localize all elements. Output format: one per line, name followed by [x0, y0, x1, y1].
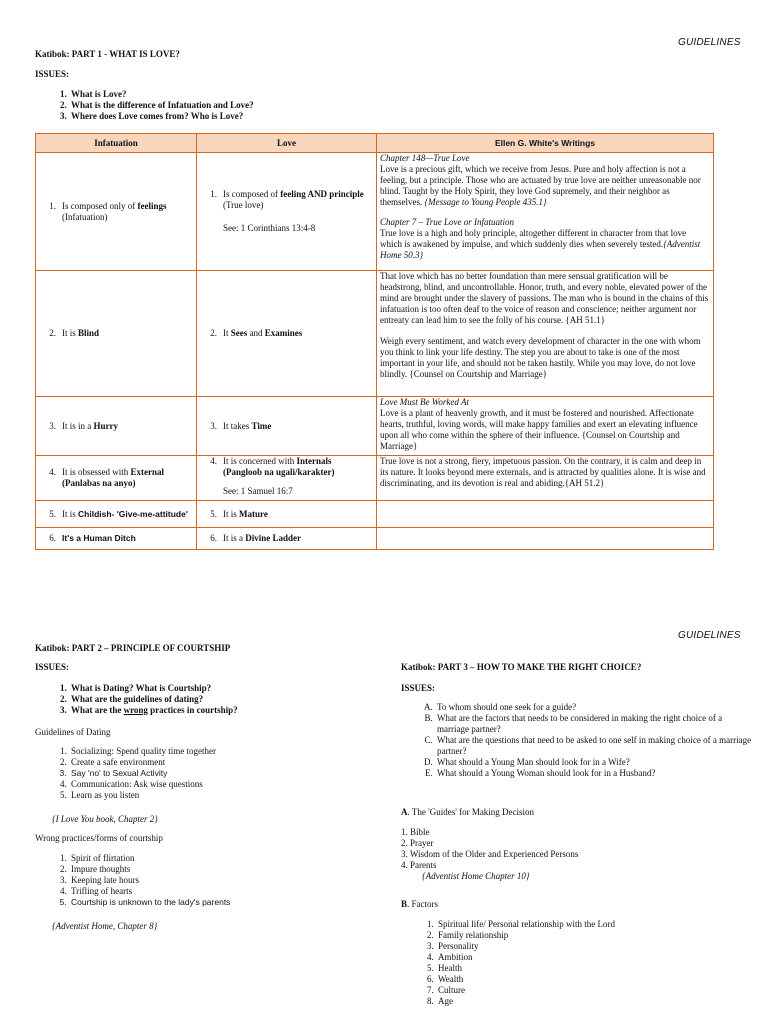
cell-love: 3. It takes Time: [197, 397, 377, 456]
list-item: A. To whom should one seek for a guide?: [435, 702, 755, 713]
guides-list: [401, 827, 721, 882]
cell-writing: [377, 397, 714, 456]
list-item: 3. Where does Love comes from? Who is Love?: [69, 111, 469, 122]
list-item: 3. What are the wrong practices in courtship?: [69, 705, 389, 716]
cell-writing: Chapter 148—True Love Love is a precious gift, which we receive from Jesus. Pure and holy affection is not a feeling, but a principle. Those who are actuated by true love are neither unreasonable nor blind. Taught by the Holy Spirit, they love God supremely, and their neighbor as themselves. {Message to Young People 435.1} Chapter 7 – True Love or Infatuation True love is a high and holy principle, altogether different in character from that love which is awakened by impulse, and which suddenly dies when severely tested.{Adventist Home 50.3}: [377, 153, 714, 271]
cell-love: 6. It is a Divine Ladder: [197, 528, 377, 550]
table-row: [36, 501, 714, 528]
list-item: 3. Wisdom of the Older and Experienced Persons: [401, 849, 579, 859]
list-item: 5. Courtship is unknown to the lady's parents: [69, 897, 389, 908]
list-item: 7. Culture: [436, 985, 756, 996]
table-row: [36, 528, 714, 550]
table-row: [36, 271, 714, 397]
wrong-practices-label: Wrong practices/forms of courtship: [35, 833, 163, 843]
table-row: [36, 153, 714, 271]
part1-issues-label: ISSUES:: [35, 69, 70, 79]
list-item: 4. Parents: [401, 860, 437, 870]
cell-writing-empty: [377, 528, 714, 550]
cell-infatuation: 5. It is Childish- 'Give-me-attitude': [36, 501, 197, 528]
part3-issues-list: [419, 702, 755, 779]
writing-paragraph: Love is a plant of heavenly growth, and it must be fostered and nourished. Affectionate hearts, truthful, loving words, will make happy families and exert an elevating influence upon all who come within the sphere of their influence. {Counsel on Courtship and Marriage}: [380, 408, 698, 451]
list-item: 1. Spirit of flirtation: [69, 853, 389, 864]
table-row: [36, 456, 714, 501]
dating-guidelines-label: Guidelines of Dating: [35, 727, 111, 737]
part2-title: Katibok: PART 2 – PRINCIPLE OF COURTSHIP: [35, 643, 231, 653]
list-item: 5. Health: [436, 963, 756, 974]
part2-issues-list: [53, 683, 389, 716]
cell-writing: [377, 456, 714, 501]
header-infatuation: Infatuation: [36, 134, 197, 153]
writing-paragraph: Weigh every sentiment, and watch every development of character in the one with whom you think to link your life destiny. The step you are about to take is one of the most important in your life, and should not be taken hastily. While you may love, do not love blindly. {Counsel on Courtship and Marriage}: [380, 336, 701, 379]
list-item: E. What should a Young Woman should look for in a Husband?: [435, 768, 755, 779]
list-item: 1. What is Dating? What is Courtship?: [69, 683, 389, 694]
writing-paragraph: That love which has no better foundation than mere sensual gratification will be headstrong, blind, and uncontrollable. Honor, truth, and every noble, elevated power of the mind are brought under the slavery of passions. The man who is bound in the chains of this infatuation is too often deaf to the voice of reason and conscience; neither argument nor entreaty can lead him to see the folly of his course. {AH 51.1}: [380, 271, 709, 325]
list-item: 2. Prayer: [401, 838, 434, 848]
part1-title: Katibok: PART 1 - WHAT IS LOVE?: [35, 49, 180, 59]
bible-reference: See: 1 Corinthians 13:4-8: [223, 223, 316, 233]
dating-guidelines-list: [53, 746, 389, 801]
cell-love: 1. Is composed of feeling AND principle (True love) See: 1 Corinthians 13:4-8: [197, 153, 377, 271]
cell-infatuation: 3. It is in a Hurry: [36, 397, 197, 456]
writing-chapter-title: Love Must Be Worked At: [380, 397, 469, 407]
list-item: 5. Learn as you listen: [69, 790, 389, 801]
cell-love: 5. It is Mature: [197, 501, 377, 528]
list-item: 4. Ambition: [436, 952, 756, 963]
list-item: B. What are the factors that needs to be considered in making the right choice of a marriage partner?: [435, 713, 755, 735]
list-item: 2. Impure thoughts: [69, 864, 389, 875]
list-item: 2. Create a safe environment: [69, 757, 389, 768]
part3-title: Katibok: PART 3 – HOW TO MAKE THE RIGHT CHOICE?: [401, 662, 642, 672]
page-guidelines-label: GUIDELINES: [678, 37, 741, 48]
list-item: 3. Personality: [436, 941, 756, 952]
list-item: 6. Wealth: [436, 974, 756, 985]
table-header-row: [36, 134, 714, 153]
list-item: 1. Socializing: Spend quality time together: [69, 746, 389, 757]
cell-infatuation: 2. It is Blind: [36, 271, 197, 397]
cell-infatuation: 6. It's a Human Ditch: [36, 528, 197, 550]
writing-paragraph: True love is not a strong, fiery, impetuous passion. On the contrary, it is calm and deep in its nature. It looks beyond mere externals, and is attracted by qualities alone. It is wise and discriminating, and its devotion is real and abiding.{AH 51.2}: [380, 456, 706, 488]
writing-chapter-title: Chapter 148—True Love: [380, 153, 470, 163]
list-item: 2. What are the guidelines of dating?: [69, 694, 389, 705]
header-writings: Ellen G. White's Writings: [377, 134, 714, 153]
part3-issues-label: ISSUES:: [401, 683, 436, 693]
list-item: 1. Bible: [401, 827, 430, 837]
list-item: 3. Keeping late hours: [69, 875, 389, 886]
cell-infatuation: 1. Is composed only of feelings (Infatuation): [36, 153, 197, 271]
guides-reference: {Adventist Home Chapter 10}: [422, 871, 530, 881]
emphasis-wrong: wrong: [123, 705, 148, 715]
list-item: C. What are the questions that need to be asked to one self in making choice of a marriage partner?: [435, 735, 755, 757]
list-item: 1. What is Love?: [69, 89, 469, 100]
list-item: 4. Communication: Ask wise questions: [69, 779, 389, 790]
love-comparison-table: [35, 133, 714, 550]
list-item: 1. Spiritual life/ Personal relationship with the Lord: [436, 919, 756, 930]
cell-writing: [377, 271, 714, 397]
list-item: D. What should a Young Man should look for in a Wife?: [435, 757, 755, 768]
part2-issues-label: ISSUES:: [35, 662, 70, 672]
list-item: 4. Trifling of hearts: [69, 886, 389, 897]
writing-chapter-title: Chapter 7 – True Love or Infatuation: [380, 217, 515, 227]
table-row: [36, 397, 714, 456]
cell-writing-empty: [377, 501, 714, 528]
bible-reference: See: 1 Samuel 16:7: [223, 486, 293, 496]
cell-love: 4. It is concerned with Internals (Pangloob na ugali/karakter) See: 1 Samuel 16:7: [197, 456, 377, 501]
cell-infatuation: 4. It is obsessed with External (Panlabas na anyo): [36, 456, 197, 501]
list-item: 8. Age: [436, 996, 756, 1007]
wrong-practices-list: [53, 853, 389, 908]
wrong-practices-reference: {Adventist Home, Chapter 8}: [52, 921, 158, 931]
list-item: 2. Family relationship: [436, 930, 756, 941]
section-b-heading: B. Factors: [401, 899, 439, 909]
list-item: 2. What is the difference of Infatuation and Love?: [69, 100, 469, 111]
dating-reference: {I Love You book, Chapter 2}: [52, 814, 158, 824]
page-guidelines-label: GUIDELINES: [678, 630, 741, 641]
section-a-heading: A. The 'Guides' for Making Decision: [401, 807, 535, 817]
list-item: 3. Say 'no' to Sexual Activity: [69, 768, 389, 779]
factors-list: [420, 919, 756, 1007]
header-love: Love: [197, 134, 377, 153]
part1-issues-list: [53, 89, 469, 122]
cell-love: 2. It Sees and Examines: [197, 271, 377, 397]
